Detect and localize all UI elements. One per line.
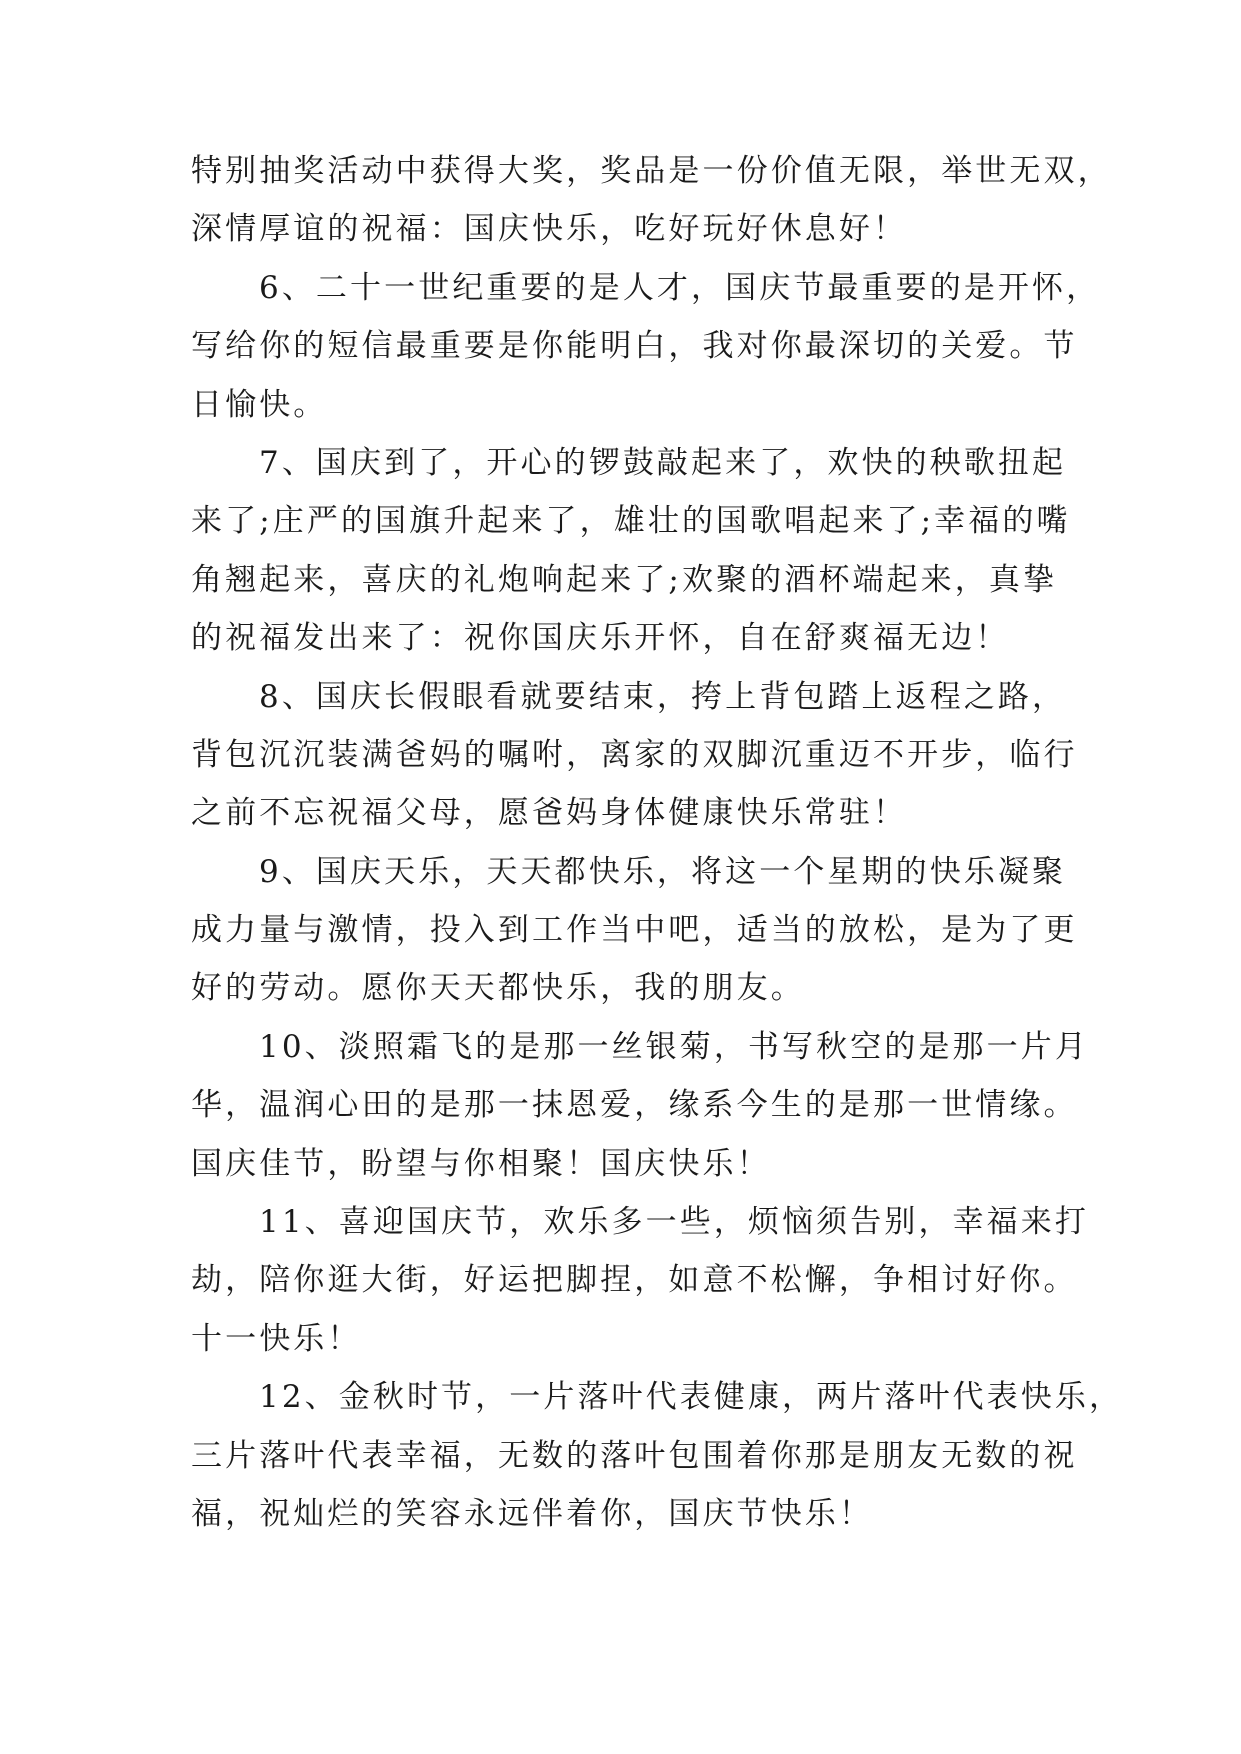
paragraph-item-6 (191, 259, 1101, 434)
text-line: 写给你的短信最重要是你能明白，我对你最深切的关爱。节 (191, 328, 1078, 365)
text-line: 12、金秋时节，一片落叶代表健康，两片落叶代表快乐， (259, 1379, 1124, 1416)
text-line: 11、喜迎国庆节，欢乐多一些，烦恼须告别，幸福来打 (259, 1204, 1089, 1241)
text-line: 日愉快。 (191, 386, 328, 423)
paragraph-item-12 (191, 1368, 1124, 1543)
text-line: 国庆佳节，盼望与你相聚！国庆快乐！ (191, 1145, 771, 1182)
text-line: 背包沉沉装满爸妈的嘱咐，离家的双脚沉重迈不开步，临行 (191, 736, 1078, 773)
paragraph-item-10 (191, 1018, 1089, 1193)
text-line: 三片落叶代表幸福，无数的落叶包围着你那是朋友无数的祝 (191, 1437, 1078, 1474)
text-line: 8、国庆长假眼看就要结束，挎上背包踏上返程之路， (259, 678, 1067, 715)
text-line: 角翘起来，喜庆的礼炮响起来了;欢聚的酒杯端起来，真挚 (191, 561, 1058, 598)
text-line: 劫，陪你逛大街，好运把脚捏，如意不松懈，争相讨好你。 (191, 1262, 1078, 1299)
text-line: 十一快乐！ (191, 1320, 362, 1357)
paragraph-item-8 (191, 668, 1078, 843)
text-line: 6、二十一世纪重要的是人才，国庆节最重要的是开怀， (259, 269, 1101, 306)
text-line: 来了;庄严的国旗升起来了，雄壮的国歌唱起来了;幸福的嘴 (191, 503, 1071, 540)
text-line: 成力量与激情，投入到工作当中吧，适当的放松，是为了更 (191, 912, 1078, 949)
paragraph-item-11 (191, 1193, 1089, 1368)
document-page (191, 142, 1124, 1543)
text-line: 福，祝灿烂的笑容永远伴着你，国庆节快乐！ (191, 1495, 873, 1532)
paragraph-continued (191, 142, 1112, 259)
text-line: 10、淡照霜飞的是那一丝银菊，书写秋空的是那一片月 (259, 1028, 1089, 1065)
text-line: 深情厚谊的祝福：国庆快乐，吃好玩好休息好！ (191, 211, 908, 248)
text-line: 之前不忘祝福父母，愿爸妈身体健康快乐常驻！ (191, 795, 908, 832)
text-line: 好的劳动。愿你天天都快乐，我的朋友。 (191, 970, 805, 1007)
text-line: 的祝福发出来了：祝你国庆乐开怀，自在舒爽福无边！ (191, 620, 1010, 657)
text-line: 特别抽奖活动中获得大奖，奖品是一份价值无限，举世无双， (191, 153, 1112, 189)
paragraph-item-9 (191, 843, 1078, 1018)
text-line: 华，温润心田的是那一抹恩爱，缘系今生的是那一世情缘。 (191, 1087, 1078, 1124)
text-line: 7、国庆到了，开心的锣鼓敲起来了，欢快的秧歌扭起 (259, 444, 1067, 481)
paragraph-item-7 (191, 434, 1071, 668)
text-line: 9、国庆天乐，天天都快乐，将这一个星期的快乐凝聚 (259, 853, 1067, 890)
